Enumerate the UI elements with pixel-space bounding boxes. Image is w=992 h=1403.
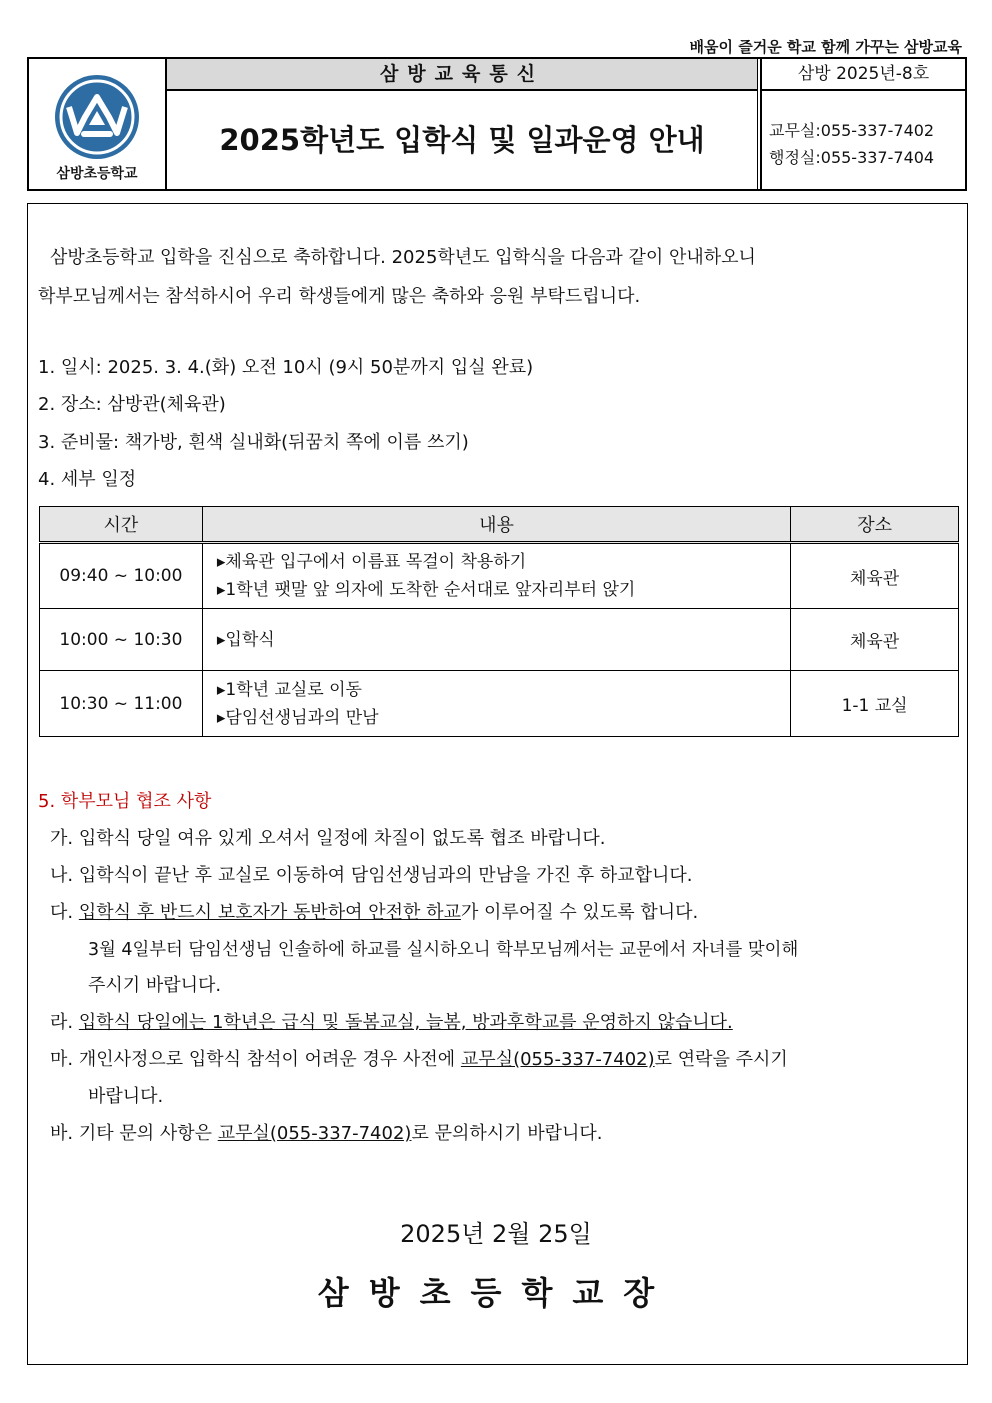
item-date: 1. 일시: 2025. 3. 4.(화) 오전 10시 (9시 50분까지 입실 완료) [38, 357, 534, 378]
schedule-table [39, 506, 959, 737]
da-suffix: 가 이루어질 수 있도록 합니다. [460, 902, 699, 923]
intro-line-2: 학부모님께서는 참석하시어 우리 학생들에게 많은 축하와 응원 부탁드립니다. [38, 286, 641, 307]
cooperation-na: 나. 입학식이 끝난 후 교실로 이동하여 담임선생님과의 만남을 가진 후 하교합니다. [50, 865, 693, 886]
header-place: 장소 [791, 507, 959, 543]
cooperation-ma [50, 1045, 788, 1071]
table-row [40, 609, 959, 671]
contact-admin: 행정실:055-337-7404 [769, 148, 935, 167]
ra-emphasis: 입학식 당일에는 1학년은 급식 및 돌봄교실, 늘봄, 방과후학교를 운영하지 않습니다. [78, 1012, 733, 1033]
ba-prefix: 바. 기타 문의 사항은 [50, 1123, 218, 1144]
intro-line-1: 삼방초등학교 입학을 진심으로 축하합니다. 2025학년도 입학식을 다음과 같이 안내하오니 [50, 247, 756, 268]
cooperation-ma-line2: 바랍니다. [88, 1086, 164, 1107]
contact-info [769, 117, 934, 171]
ma-prefix: 마. 개인사정으로 입학식 참석이 어려운 경우 사전에 [50, 1049, 461, 1070]
ba-suffix: 로 문의하시기 바랍니다. [411, 1123, 603, 1144]
content-line: ▸체육관 입구에서 이름표 목걸이 착용하기 [216, 552, 527, 572]
cooperation-da [50, 898, 698, 924]
schedule-header-row [40, 507, 959, 543]
content-line: ▸담임선생님과의 만남 [216, 707, 379, 728]
content-line: ▸1학년 팻말 앞 의자에 도착한 순서대로 앞자리부터 앉기 [216, 580, 636, 600]
content-line: ▸1학년 교실로 이동 [216, 679, 362, 700]
row-place: 1-1 교실 [791, 671, 959, 737]
issue-date: 2025년 2월 25일 [400, 1220, 592, 1248]
row-time: 10:30 ~ 11:00 [40, 671, 203, 737]
table-row [40, 543, 959, 609]
newsletter-banner: 삼방교육통신 [167, 59, 758, 91]
cooperation-da-line2: 3월 4일부터 담임선생님 인솔하에 하교를 실시하오니 학부모님께서는 교문에서 자녀를 맞이해 [88, 940, 799, 960]
row-time: 10:00 ~ 10:30 [40, 609, 203, 671]
document-title: 2025학년도 입학식 및 일과운영 안내 [167, 91, 758, 189]
table-row [40, 671, 959, 737]
contact-office: 교무실:055-337-7402 [769, 121, 935, 140]
ma-suffix: 로 연락을 주시기 [654, 1049, 788, 1070]
ma-phone: 교무실(055-337-7402) [460, 1049, 655, 1070]
newsletter-header [27, 57, 967, 191]
principal-signature: 삼방초등학교장 [317, 1274, 675, 1312]
da-prefix: 다. [50, 902, 79, 923]
cooperation-da-line3: 주시기 바랍니다. [88, 975, 222, 996]
ra-prefix: 라. [50, 1012, 79, 1033]
item-supplies: 3. 준비물: 책가방, 흰색 실내화(뒤꿈치 쪽에 이름 쓰기) [38, 432, 469, 453]
issue-number: 삼방 2025년-8호 [762, 59, 965, 91]
header-content: 내용 [202, 507, 790, 543]
row-place: 체육관 [791, 609, 959, 671]
cooperation-title: 5. 학부모님 협조 사항 [38, 791, 212, 812]
row-content [202, 671, 790, 737]
cooperation-ra [50, 1008, 733, 1034]
item-place: 2. 장소: 삼방관(체육관) [38, 394, 226, 415]
row-place: 체육관 [791, 543, 959, 609]
logo-cell [29, 59, 167, 189]
row-content [202, 609, 790, 671]
item-schedule: 4. 세부 일정 [38, 469, 137, 490]
school-logo-icon [53, 73, 141, 161]
content-line: ▸입학식 [216, 629, 275, 650]
row-time: 09:40 ~ 10:00 [40, 543, 203, 609]
cooperation-ba [50, 1119, 603, 1145]
school-motto: 배움이 즐거운 학교 함께 가꾸는 삼방교육 [689, 38, 962, 56]
ba-phone: 교무실(055-337-7402) [217, 1123, 412, 1144]
row-content [202, 543, 790, 609]
header-time: 시간 [40, 507, 203, 543]
school-name: 삼방초등학교 [56, 166, 138, 182]
cooperation-ga: 가. 입학식 당일 여유 있게 오셔서 일정에 차질이 없도록 협조 바랍니다. [50, 828, 606, 849]
da-emphasis: 입학식 후 반드시 보호자가 동반하여 안전한 하교 [78, 902, 461, 923]
